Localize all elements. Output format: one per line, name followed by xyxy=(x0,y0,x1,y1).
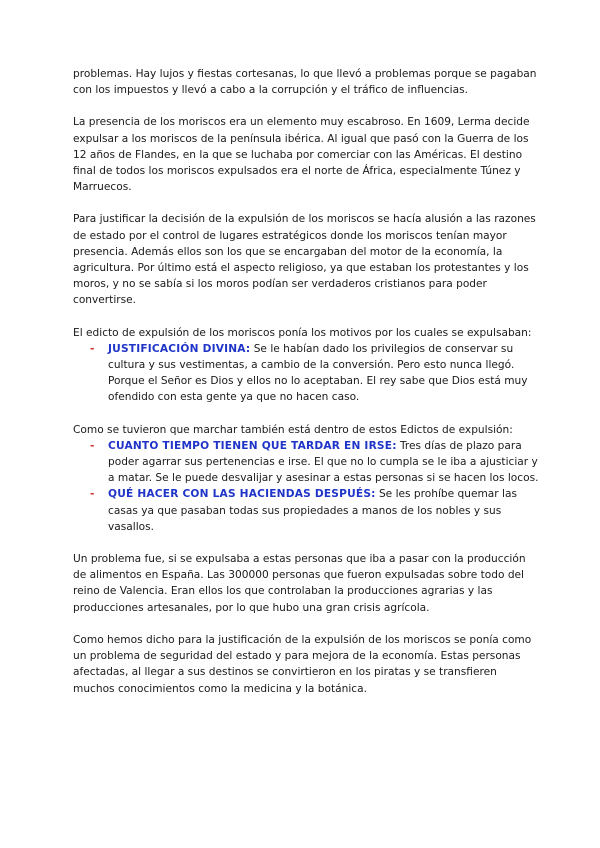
list-item xyxy=(73,438,540,487)
bullet-dash: - xyxy=(90,439,95,452)
list-item-text: Tres días de plazo para poder agarrar sus pertenencias e irse. El que no lo cumpla se le iba a ajusticiar y a matar. Se le puede desvalijar y asesinar a estas personas si se hacen los locos. xyxy=(108,439,539,485)
bullet-dash: - xyxy=(90,488,95,501)
paragraph: Para justificar la decisión de la expulsión de los moriscos se hacía alusión a las razones de estado por el control de lugares estratégicos donde los moriscos tenían mayor presencia. Además ellos son los que se encargaban del motor de la economía, la agricultura. Por último está el aspecto religioso, ya que estaban los protestantes y los moros, y no se sabía si los moros podían ser verdaderos cristianos para poder convertirse. xyxy=(73,213,536,307)
list-item-keyword: JUSTIFICACIÓN DIVINA: xyxy=(108,342,251,355)
bullet-dash: - xyxy=(90,342,95,355)
list-item xyxy=(73,341,540,406)
paragraph: Como hemos dicho para la justificación de la expulsión de los moriscos se ponía como un problema de seguridad del estado y para mejora de la economía. Estas personas afectadas, al llegar a sus destinos se convirtieron en los piratas y se transfieren muchos conocimientos como la medicina y la botánica. xyxy=(73,633,532,695)
paragraph: Como se tuvieron que marchar también está dentro de estos Edictos de expulsión: xyxy=(73,423,513,436)
paragraph: Un problema fue, si se expulsaba a estas personas que iba a pasar con la producción de alimentos en España. Las 300000 personas que fueron expulsadas sobre todo del reino de Valencia. Eran ellos los que controlaban la producciones agrarias y las producciones artesanales, por lo que hubo una gran crisis agrícola. xyxy=(73,553,526,614)
paragraph: La presencia de los moriscos era un elemento muy escabroso. En 1609, Lerma decide expulsar a los moriscos de la península ibérica. Al igual que pasó con la Guerra de los 12 años de Flandes, en la que se luchaba por comerciar con las Américas. El destino final de todos los moriscos expulsados era el norte de África, especialmente Túnez y Marruecos. xyxy=(73,116,530,194)
list-item-keyword: QUÉ HACER CON LAS HACIENDAS DESPUÉS: xyxy=(108,488,376,501)
list-item xyxy=(73,486,540,535)
motives-list xyxy=(73,341,540,406)
paragraph: El edicto de expulsión de los moriscos ponía los motivos por los cuales se expulsaban: xyxy=(73,326,532,339)
edicts-list xyxy=(73,438,540,535)
list-item-text: Se les prohíbe quemar las casas ya que pasaban todas sus propiedades a manos de los nobles y sus vasallos. xyxy=(108,488,517,533)
list-item-keyword: CUANTO TIEMPO TIENEN QUE TARDAR EN IRSE: xyxy=(108,439,397,452)
list-item-text: Se le habían dado los privilegios de conservar su cultura y sus vestimentas, a cambio de la conversión. Pero esto nunca llegó. Porque el Señor es Dios y ellos no lo aceptaban. El rey sabe que Dios está muy ofendido con esta gente ya que no hacen caso. xyxy=(108,342,528,404)
paragraph: problemas. Hay lujos y fiestas cortesanas, lo que llevó a problemas porque se pagaban con los impuestos y llevó a cabo a la corrupción y el tráfico de influencias. xyxy=(73,68,537,97)
